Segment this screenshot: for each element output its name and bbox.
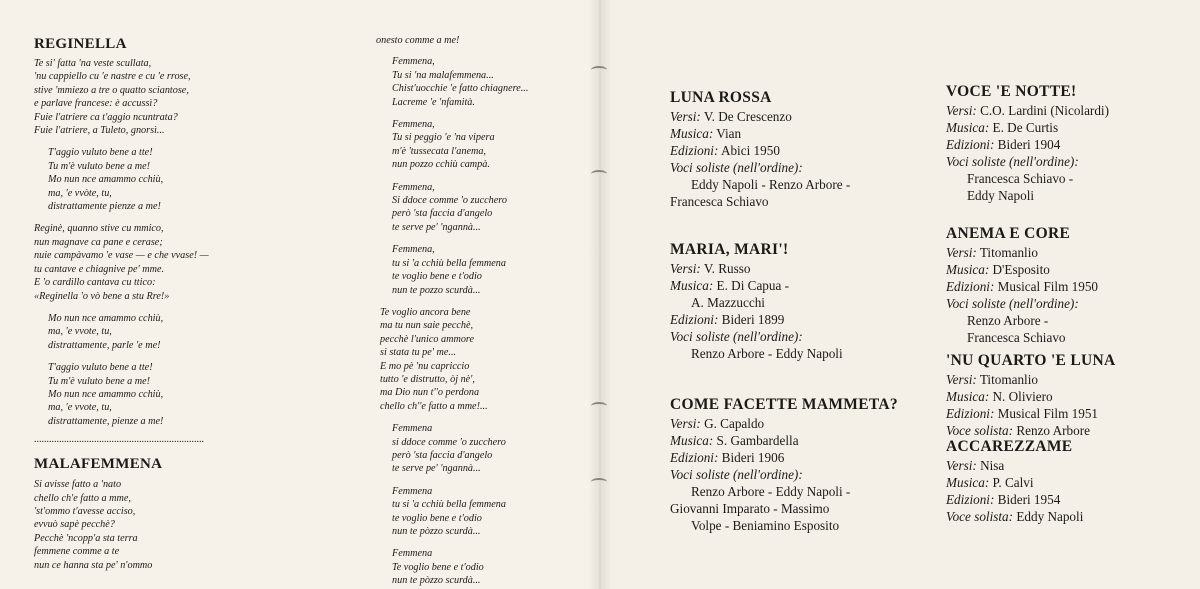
credit-line: Eddy Napoli bbox=[967, 188, 1035, 203]
credit-line: Voce solista: Renzo Arbore bbox=[946, 423, 1090, 438]
credit-line: Versi: Titomanlio bbox=[946, 372, 1038, 387]
song-credits-maria-mari bbox=[670, 240, 843, 362]
credit-line: Musica: D'Esposito bbox=[946, 262, 1050, 277]
staple bbox=[591, 478, 607, 486]
credit-line: Edizioni: Bideri 1954 bbox=[946, 492, 1061, 507]
song-title: COME FACETTE MAMMETA? bbox=[670, 396, 898, 413]
song-title: ANEMA E CORE bbox=[946, 225, 1071, 242]
song-credits-accarezzame bbox=[946, 437, 1083, 525]
lyric-stanza: Femmena tu si 'a cchiù bella femmena te voglio bene e t'odio nun te pòzzo scurdà... bbox=[392, 485, 506, 537]
credit-line: Musica: S. Gambardella bbox=[670, 433, 799, 448]
lyric-stanza: onesto comme a me! bbox=[376, 35, 460, 46]
credit-line: Renzo Arbore - bbox=[967, 313, 1049, 328]
credit-line: Edizioni: Musical Film 1951 bbox=[946, 406, 1099, 421]
credit-line: Volpe - Beniamino Esposito bbox=[691, 518, 840, 533]
credit-line: Voci soliste (nell'ordine): bbox=[946, 296, 1079, 311]
song-title-malafemmena: MALAFEMMENA bbox=[34, 456, 163, 473]
lyric-stanza: Femmena, Si ddoce comme 'o zucchero però 'sta faccia d'angelo te serve pe' 'ngannà... bbox=[392, 181, 507, 233]
credit-line: Edizioni: Bideri 1906 bbox=[670, 450, 785, 465]
lyric-stanza: Reginè, quanno stive cu mmico, nun magnave ca pane e cerase; nuie campàvamo 'e vase — e che vvase! — tu cantave e chiagnive pe' mme. E 'o cardillo cantava cu ttico: «Reginella 'o vò bene a stu Rre!» bbox=[34, 223, 209, 302]
credit-line: Edizioni: Abici 1950 bbox=[670, 143, 780, 158]
lyric-stanza: Femmena, Tu si peggio 'e 'na vipera m'è 'tussecata l'anema, nun pozzo cchiù campà. bbox=[392, 119, 495, 171]
credit-line: Voci soliste (nell'ordine): bbox=[670, 329, 803, 344]
staple bbox=[591, 170, 607, 178]
song-title: LUNA ROSSA bbox=[670, 89, 772, 106]
lyric-stanza: Si avisse fatto a 'nato chello ch'e fatto a mme, 'st'ommo t'avesse acciso, evvuò sapè pecchè? Pecchè 'ncopp'a sta terra femmene comme a te nun ce hanna sta pe' n'ommo bbox=[34, 479, 153, 571]
credit-line: A. Mazzucchi bbox=[691, 295, 765, 310]
dotted-separator: .................................................................... bbox=[34, 434, 204, 446]
credit-line: Renzo Arbore - Eddy Napoli bbox=[691, 346, 843, 361]
credit-line: Musica: Vian bbox=[670, 126, 742, 141]
lyric-stanza: Femmena Te voglio bene e t'odio nun te pòzzo scurdà... bbox=[392, 548, 484, 587]
song-title: VOCE 'E NOTTE! bbox=[946, 83, 1077, 100]
credit-line: Musica: E. Di Capua - bbox=[670, 278, 790, 293]
credit-line: Voci soliste (nell'ordine): bbox=[670, 160, 803, 175]
lyric-stanza: Femmena, Tu si 'na malafemmena... Chist'uocchie 'e fatto chiagnere... Lacreme 'e 'nfamità. bbox=[392, 56, 529, 108]
credit-line: Edizioni: Bideri 1899 bbox=[670, 312, 785, 327]
booklet-fold bbox=[588, 0, 612, 589]
lyrics-column-2 bbox=[376, 34, 576, 588]
credit-line: Francesca Schiavo bbox=[670, 194, 769, 209]
staple bbox=[591, 66, 607, 74]
lyric-stanza: Mo nun nce amammo cchiù, ma, 'e vvote, tu, distrattamente, parle 'e me! bbox=[48, 312, 164, 351]
lyric-stanza: Te voglio ancora bene ma tu nun saie pecchè, pecchè l'unico ammore si stata tu pe' me... E mo pè 'nu capriccio tutto 'e distrutto, òj nè', ma Dio nun t''o perdona chello ch''e fatto a mme!... bbox=[380, 306, 488, 412]
credit-line: Versi: Titomanlio bbox=[946, 245, 1038, 260]
song-credits-nu-quarto-e-luna bbox=[946, 351, 1116, 439]
credit-line: Musica: E. De Curtis bbox=[946, 120, 1059, 135]
song-title: MARIA, MARI'! bbox=[670, 241, 789, 258]
credit-line: Francesca Schiavo - bbox=[967, 171, 1074, 186]
song-credits-come-facette-mammeta bbox=[670, 395, 898, 534]
lyric-stanza: Femmena, tu si 'a cchiù bella femmena te voglio bene e t'odio nun te pozzo scurdà... bbox=[392, 244, 506, 296]
staple bbox=[591, 402, 607, 410]
lyric-stanza: T'aggio vuluto bene a tte! Tu m'è vuluto bene a me! Mo nun nce amammo cchiù, ma, 'e vvòte, tu, distrattamente pienze a me! bbox=[48, 147, 164, 213]
credit-line: Renzo Arbore - Eddy Napoli - bbox=[691, 484, 851, 499]
credit-line: Musica: N. Oliviero bbox=[946, 389, 1053, 404]
credit-line: Eddy Napoli - Renzo Arbore - bbox=[691, 177, 851, 192]
credit-line: Voci soliste (nell'ordine): bbox=[670, 467, 803, 482]
credit-line: Giovanni Imparato - Massimo bbox=[670, 501, 830, 516]
credit-line: Versi: G. Capaldo bbox=[670, 416, 765, 431]
credit-line: Voce solista: Eddy Napoli bbox=[946, 509, 1084, 524]
credit-line: Versi: V. Russo bbox=[670, 261, 751, 276]
song-credits-voce-e-notte bbox=[946, 82, 1109, 204]
credit-line: Edizioni: Musical Film 1950 bbox=[946, 279, 1099, 294]
credit-line: Francesca Schiavo bbox=[967, 330, 1066, 345]
lyrics-column-1 bbox=[34, 36, 264, 572]
song-title: ACCAREZZAME bbox=[946, 438, 1073, 455]
credit-line: Edizioni: Bideri 1904 bbox=[946, 137, 1061, 152]
credit-line: Voci soliste (nell'ordine): bbox=[946, 154, 1079, 169]
credit-line: Versi: Nisa bbox=[946, 458, 1005, 473]
song-credits-luna-rossa bbox=[670, 88, 850, 210]
lyric-stanza: Femmena si ddoce comme 'o zucchero però 'sta faccia d'angelo te serve pe' 'ngannà... bbox=[392, 423, 506, 475]
credit-line: Versi: V. De Crescenzo bbox=[670, 109, 792, 124]
song-credits-anema-e-core bbox=[946, 224, 1098, 346]
lyric-stanza: T'aggio vuluto bene a tte! Tu m'è vuluto bene a me! Mo nun nce amammo cchiù, ma, 'e vvote, tu, distrattamente, pienze a me! bbox=[48, 362, 164, 427]
credit-line: Musica: P. Calvi bbox=[946, 475, 1034, 490]
song-title: 'NU QUARTO 'E LUNA bbox=[946, 352, 1116, 369]
credit-line: Versi: C.O. Lardini (Nicolardi) bbox=[946, 103, 1109, 118]
right-page bbox=[600, 0, 1200, 589]
lyric-stanza: Te si' fatta 'na veste scullata, 'nu cappiello cu 'e nastre e cu 'e rrose, stive 'mmiezo a tre o quatto sciantose, e parlave francese: è accussì? Fuie l'atriere ca t'aggio ncuntrata? Fuie l'atriere, a Tuleto, gnorsì... bbox=[34, 58, 191, 137]
song-title-reginella: REGINELLA bbox=[34, 36, 127, 52]
